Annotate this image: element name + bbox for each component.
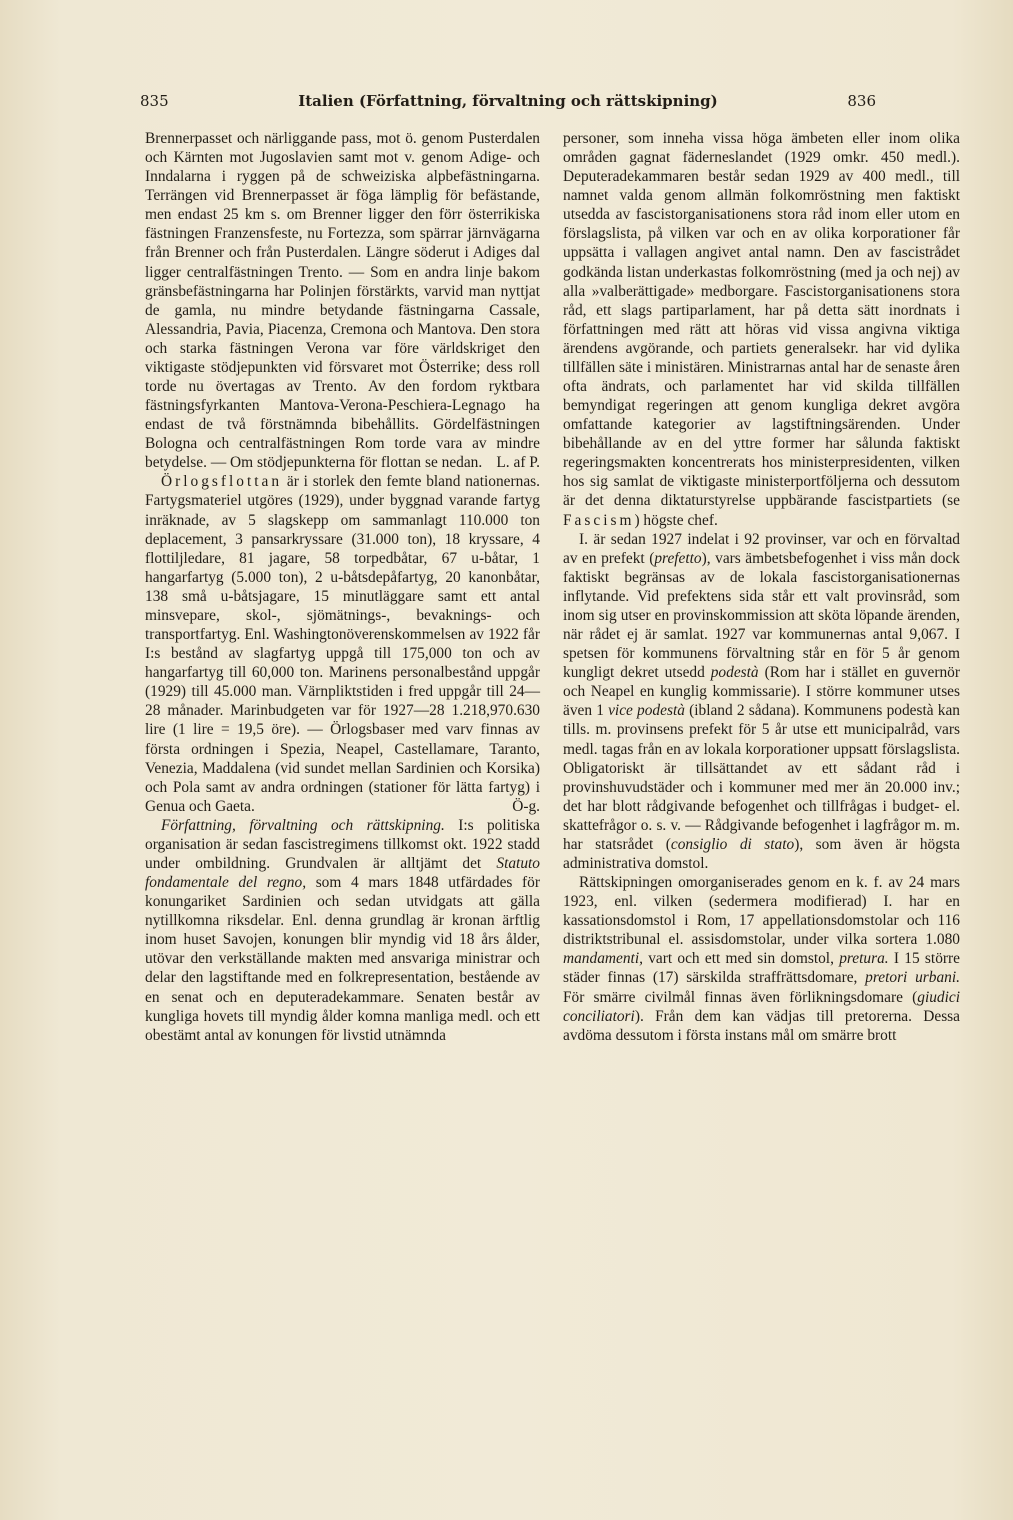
fortifications-text: Brennerpasset och närliggande pass, mot ö. genom Pusterdalen och Kärnten mot Jugoslavien samt mot v. genom Adige- och Inndalarna i ryggen på de schweiziska alpbefästningarna. Terrängen vid Brennerpasset är föga lämplig för befästande, men endast 25 km s. om Brenner ligger den förr österrikiska fästningen Franzensfeste, nu Fortezza, som spärrar järnvägarna från Brenner och från Pusterdalen. Längre söderut i Adiges dal ligger centralfästningen Trento. — Som en andra linje bakom gränsbefästningarna har Polinjen förstärkts, varvid man nyttjat de gamla, nu mindre betydande fästningarna Cassale, Alessandria, Pavia, Piacenza, Cremona och Mantova. Den stora och starka fästningen Verona var före världskriget den viktigaste stödjepunkten vid försvaret mot Österrike; dess roll torde nu övertagas av Trento. Av den fordom ryktbara fästningsfyrkanten Mantova-Verona-Peschiera-Legnago ha endast de två förstnämnda bibehållits. Gördelfästningen Bologna och centralfästningen Rom torde vara av mindre betydelse. — Om stödjepunkterna för flottan se nedan. xyxy=(145,130,540,472)
paragraph-navy xyxy=(145,472,540,815)
provinces-text-e: ), som även är högsta administrativa domstol. xyxy=(563,835,961,872)
author-signature: L. af P. xyxy=(496,454,540,472)
parliament-text-a: personer, som inneha vissa höga ämbeten eller inom olika områden gagnat fäderneslandet (1929 omkr. 450 medl.). Deputeradekammaren består sedan 1929 av 400 medl., till namnet valda genom allmän folkomröstning men faktiskt utsedda av fascistorganisationens stora råd inom eller utom en förslagslista, på vilken var och en av olika korporationer får uppsätta i vallagen angivet antal namn. Den av fascistrådet godkända listan underkastas folkomröstning (med ja och nej) av alla »valberättigade» medborgare. Fascistorganisationens stora råd, ett slags partiparlament, har på detta sätt inordnats i författningen med rätt att höras vid vissa angivna viktiga ärendens avgörande, och partiets generalsekr. har vid dylika tillfällen säte i ministären. Ministrarnas antal har de senaste åren ofta ändrats, och parlamentet har vid skilda tillfällen bemyndigat regeringen att genom kungliga dekret avgöra omfattande kategorier av lagstiftningsärenden. Under bibehållande av en del yttre former har sålunda faktiskt regeringsmakten koncentrerats hos ministerpresidenten, vilken hos sig samlat de viktigaste ministerportföljerna och dessutom är det denna diktaturstyrelse uppbärande fascistpartiets (se xyxy=(563,130,960,510)
provinces-text-b: ), vars ämbetsbefogenhet i viss mån dock faktiskt begränsas av de lokala fascistorganisationernas inflytande. Vid prefektens sida står ett valt provinsråd, som inom sig utser en provinskommission att sköta löpande ärenden, när rådet ej är samlat. 1927 var kommunernas antal 9,067. I spetsen för kommunens förvaltning står en för 5 år genom kungligt dekret utsedd xyxy=(563,549,960,682)
running-title: Italien (Författning, förvaltning och rättskipning) xyxy=(298,92,718,110)
constitution-text-b: som 4 mars 1848 utfärdades för konungariket Sardinien och sedan utvidgats att gälla nytillkomna riksdelar. Enl. denna grundlag är kronan ärftlig inom huset Savojen, konungen blir myndig vid 18 års ålder, utövar den verkställande makten med ansvariga ministrar och delar den lagstiftande med en folkrepresentation, bestående av en senat och en deputeradekammare. Senaten består av kungliga hovets till myndig ålder komna manliga medl. och ett obestämt antal av konungen för livstid utnämnda xyxy=(145,874,540,1044)
paragraph-parliament xyxy=(563,129,960,530)
term-vice-podesta: vice podestà xyxy=(608,702,685,720)
term-consiglio: consiglio di stato xyxy=(670,835,795,853)
paragraph-provinces xyxy=(563,530,960,873)
judiciary-text-d: För smärre civilmål finnas även förlikningsdomare ( xyxy=(563,988,918,1006)
page-number-right: 836 xyxy=(847,92,876,110)
term-mandamenti: mandamenti, xyxy=(563,950,643,968)
paragraph-constitution xyxy=(145,816,540,1045)
navy-text: är i storlek den femte bland nationernas. Fartygsmateriel utgöres (1929), under byggnad varande fartyg inräknade, av 5 slagskepp om sammanlagt 110.000 ton deplacement, 3 pansarkryssare (31.000 ton), 18 kryssare, 4 flottiljledare, 81 jagare, 58 torpedbåtar, 67 u-båtar, 1 hangarfartyg (5.000 ton), 2 u-båtsdepåfartyg, 20 kanonbåtar, 138 små u-båtsjagare, 15 minutläggare samt ett antal minsvepare, skol-, sjömätnings-, bevaknings- och transportfartyg. Enl. Washingtonöverenskommelsen av 1922 får I:s bestånd av slagfartyg uppgå till 175,000 ton och av hangarfartyg till 60,000 ton. Marinens personalbestånd uppgår (1929) till 45.000 man. Värnpliktstiden i fred uppgår till 24—28 månader. Marinbudgeten var för 1927—28 1.218,970.630 lire (1 lire = 19,5 öre). — Örlogsbaser med varv finnas av första ordningen i Spezia, Neapel, Castellamare, Taranto, Venezia, Maddalena (vid sundet mellan Sardinien och Korsika) och Pola samt av andra ordningen (stationer för lätta fartyg) i Genua och Gaeta. xyxy=(145,473,540,815)
term-prefetto: prefetto xyxy=(654,549,702,567)
section-heading: Författning, förvaltning och rättskipning. xyxy=(161,816,445,834)
navy-heading: Örlogsflottan xyxy=(161,473,283,491)
term-giudici: giudici conciliatori xyxy=(563,988,960,1025)
fascism-reference: Fascism xyxy=(563,511,635,529)
judiciary-text-b: vart och ett med sin domstol, xyxy=(648,950,834,968)
judiciary-text-a: Rättskipningen omorganiserades genom en k. f. av 24 mars 1923, enl. vilken (sedermera modifierad) I. har en kassationsdomstol i Rom, 17 appellationsdomstolar och 116 distriktstribunal el. assisdomstolar, under vilka sortera 1.080 xyxy=(563,874,960,949)
left-column xyxy=(145,129,540,1045)
provinces-text-a: I. är sedan 1927 indelat i 92 provinser, var och en förvaltad av en prefekt ( xyxy=(563,530,960,567)
statuto-title: Statuto fondamentale del regno, xyxy=(145,854,540,892)
parliament-text-b: ) högste chef. xyxy=(634,511,718,529)
page-number-left: 835 xyxy=(140,92,169,110)
term-pretura: pretura. xyxy=(839,950,889,968)
author-signature: Ö-g. xyxy=(512,797,540,815)
provinces-text-c: (Rom har i stället en guvernör och Neapel en kunglig kommissarie). I större kommuner utses även 1 xyxy=(563,664,960,720)
term-pretori: pretori urbani. xyxy=(865,969,960,987)
paragraph-judiciary xyxy=(563,873,960,1045)
paragraph-fortifications xyxy=(145,129,540,472)
constitution-text-a: I:s politiska organisation är sedan fascistregimens tillkomst okt. 1922 stadd under ombildning. Grundvalen är alltjämt det xyxy=(145,816,540,872)
term-podesta: podestà xyxy=(710,664,759,682)
provinces-text-d: (ibland 2 sådana). Kommunens podestà kan tills. m. provinsens prefekt för 5 år utse ett municipalråd, vars medl. tagas från en av lokala korporationer uppsatt förslagslista. Obligatoriskt är tillsättandet av ett sådant råd i provinshuvudstäder och i kommuner med mer än 20.000 inv.; det har blott rådgivande befogenhet och tillfrågas i budget- el. skattefrågor o. s. v. — Rådgivande befogenhet i lagfrågor m. m. har statsrådet ( xyxy=(563,702,960,853)
right-column xyxy=(563,129,960,1045)
judiciary-text-e: ). Från dem kan vädjas till pretorerna. Dessa avdöma dessutom i första instans mål om smärre brott xyxy=(563,1007,960,1044)
judiciary-text-c: I 15 större städer finnas (17) särskilda straffrättsdomare, xyxy=(563,950,960,987)
page-header xyxy=(140,92,876,116)
